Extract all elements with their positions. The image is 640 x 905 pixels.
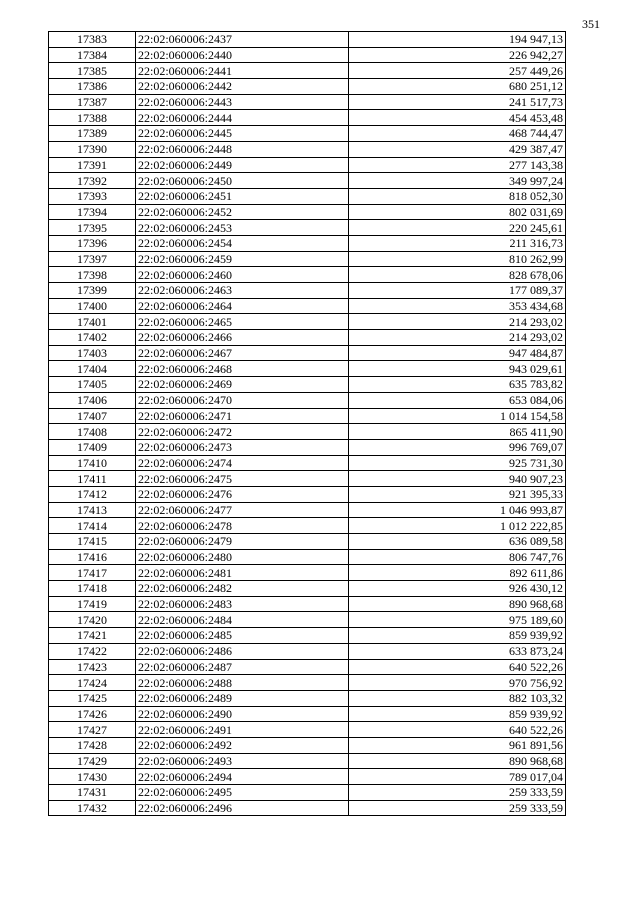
table-row: [49, 518, 566, 534]
row-number-cell: 17392: [49, 173, 136, 189]
cadastral-value-cell: 653 084,06: [349, 392, 566, 408]
cadastral-value-cell: 921 395,33: [349, 486, 566, 502]
cadastral-value-cell: 940 907,23: [349, 471, 566, 487]
cadastral-value-cell: 865 411,90: [349, 424, 566, 440]
row-number-cell: 17395: [49, 220, 136, 236]
table-row: [49, 47, 566, 63]
cadastral-number-cell: 22:02:060006:2465: [136, 314, 349, 330]
cadastral-value-cell: 633 873,24: [349, 643, 566, 659]
cadastral-number-cell: 22:02:060006:2459: [136, 251, 349, 267]
table-row: [49, 769, 566, 785]
cadastral-value-cell: 1 046 993,87: [349, 502, 566, 518]
cadastral-number-cell: 22:02:060006:2486: [136, 643, 349, 659]
cadastral-number-cell: 22:02:060006:2484: [136, 612, 349, 628]
table-row: [49, 486, 566, 502]
cadastral-number-cell: 22:02:060006:2442: [136, 79, 349, 95]
cadastral-number-cell: 22:02:060006:2468: [136, 361, 349, 377]
cadastral-number-cell: 22:02:060006:2496: [136, 800, 349, 816]
cadastral-value-cell: 947 484,87: [349, 345, 566, 361]
cadastral-value-cell: 640 522,26: [349, 659, 566, 675]
cadastral-number-cell: 22:02:060006:2452: [136, 204, 349, 220]
table-row: [49, 408, 566, 424]
cadastral-value-cell: 1 014 154,58: [349, 408, 566, 424]
table-row: [49, 126, 566, 142]
table-row: [49, 612, 566, 628]
cadastral-value-cell: 194 947,13: [349, 32, 566, 48]
table-row: [49, 737, 566, 753]
row-number-cell: 17417: [49, 565, 136, 581]
table-row: [49, 188, 566, 204]
table-row: [49, 596, 566, 612]
cadastral-number-cell: 22:02:060006:2444: [136, 110, 349, 126]
cadastral-number-cell: 22:02:060006:2469: [136, 377, 349, 393]
row-number-cell: 17391: [49, 157, 136, 173]
table-row: [49, 659, 566, 675]
table-row: [49, 220, 566, 236]
row-number-cell: 17401: [49, 314, 136, 330]
table-row: [49, 377, 566, 393]
cadastral-value-cell: 925 731,30: [349, 455, 566, 471]
table-row: [49, 502, 566, 518]
cadastral-value-cell: 810 262,99: [349, 251, 566, 267]
cadastral-number-cell: 22:02:060006:2482: [136, 581, 349, 597]
cadastral-value-cell: 640 522,26: [349, 722, 566, 738]
row-number-cell: 17422: [49, 643, 136, 659]
table-row: [49, 722, 566, 738]
cadastral-number-cell: 22:02:060006:2437: [136, 32, 349, 48]
row-number-cell: 17399: [49, 283, 136, 299]
table-row: [49, 675, 566, 691]
row-number-cell: 17400: [49, 298, 136, 314]
row-number-cell: 17424: [49, 675, 136, 691]
table-row: [49, 298, 566, 314]
cadastral-value-cell: 257 449,26: [349, 63, 566, 79]
cadastral-number-cell: 22:02:060006:2489: [136, 690, 349, 706]
row-number-cell: 17403: [49, 345, 136, 361]
cadastral-number-cell: 22:02:060006:2473: [136, 439, 349, 455]
cadastral-number-cell: 22:02:060006:2443: [136, 94, 349, 110]
cadastral-value-cell: 789 017,04: [349, 769, 566, 785]
cadastral-number-cell: 22:02:060006:2470: [136, 392, 349, 408]
table-row: [49, 267, 566, 283]
row-number-cell: 17406: [49, 392, 136, 408]
page-number: 351: [582, 17, 600, 31]
table-row: [49, 141, 566, 157]
table-row: [49, 330, 566, 346]
cadastral-value-cell: 890 968,68: [349, 753, 566, 769]
row-number-cell: 17386: [49, 79, 136, 95]
cadastral-value-cell: 429 387,47: [349, 141, 566, 157]
cadastral-number-cell: 22:02:060006:2453: [136, 220, 349, 236]
cadastral-number-cell: 22:02:060006:2440: [136, 47, 349, 63]
row-number-cell: 17396: [49, 235, 136, 251]
table-row: [49, 94, 566, 110]
row-number-cell: 17402: [49, 330, 136, 346]
row-number-cell: 17430: [49, 769, 136, 785]
cadastral-value-cell: 859 939,92: [349, 628, 566, 644]
table-row: [49, 549, 566, 565]
row-number-cell: 17397: [49, 251, 136, 267]
cadastral-number-cell: 22:02:060006:2481: [136, 565, 349, 581]
cadastral-number-cell: 22:02:060006:2494: [136, 769, 349, 785]
table-row: [49, 314, 566, 330]
cadastral-number-cell: 22:02:060006:2493: [136, 753, 349, 769]
row-number-cell: 17431: [49, 785, 136, 801]
row-number-cell: 17427: [49, 722, 136, 738]
cadastral-number-cell: 22:02:060006:2450: [136, 173, 349, 189]
cadastral-number-cell: 22:02:060006:2476: [136, 486, 349, 502]
cadastral-value-cell: 890 968,68: [349, 596, 566, 612]
table-row: [49, 643, 566, 659]
table-row: [49, 439, 566, 455]
cadastral-value-cell: 214 293,02: [349, 314, 566, 330]
cadastral-value-cell: 226 942,27: [349, 47, 566, 63]
cadastral-value-cell: 277 143,38: [349, 157, 566, 173]
cadastral-number-cell: 22:02:060006:2472: [136, 424, 349, 440]
row-number-cell: 17421: [49, 628, 136, 644]
row-number-cell: 17411: [49, 471, 136, 487]
table-row: [49, 361, 566, 377]
row-number-cell: 17429: [49, 753, 136, 769]
row-number-cell: 17412: [49, 486, 136, 502]
row-number-cell: 17385: [49, 63, 136, 79]
cadastral-value-cell: 806 747,76: [349, 549, 566, 565]
cadastral-number-cell: 22:02:060006:2448: [136, 141, 349, 157]
row-number-cell: 17407: [49, 408, 136, 424]
row-number-cell: 17414: [49, 518, 136, 534]
table-row: [49, 800, 566, 816]
cadastral-value-cell: 636 089,58: [349, 534, 566, 550]
cadastral-value-cell: 220 245,61: [349, 220, 566, 236]
cadastral-number-cell: 22:02:060006:2445: [136, 126, 349, 142]
cadastral-number-cell: 22:02:060006:2471: [136, 408, 349, 424]
table-row: [49, 392, 566, 408]
cadastral-value-cell: 818 052,30: [349, 188, 566, 204]
cadastral-value-cell: 353 434,68: [349, 298, 566, 314]
cadastral-number-cell: 22:02:060006:2483: [136, 596, 349, 612]
cadastral-value-cell: 892 611,86: [349, 565, 566, 581]
table-row: [49, 235, 566, 251]
cadastral-value-cell: 961 891,56: [349, 737, 566, 753]
cadastral-value-cell: 241 517,73: [349, 94, 566, 110]
cadastral-number-cell: 22:02:060006:2474: [136, 455, 349, 471]
row-number-cell: 17415: [49, 534, 136, 550]
row-number-cell: 17398: [49, 267, 136, 283]
cadastral-number-cell: 22:02:060006:2492: [136, 737, 349, 753]
cadastral-number-cell: 22:02:060006:2478: [136, 518, 349, 534]
table-row: [49, 785, 566, 801]
table-row: [49, 32, 566, 48]
cadastral-value-cell: 635 783,82: [349, 377, 566, 393]
table-row: [49, 204, 566, 220]
row-number-cell: 17418: [49, 581, 136, 597]
cadastral-value-cell: 259 333,59: [349, 785, 566, 801]
row-number-cell: 17390: [49, 141, 136, 157]
table-row: [49, 534, 566, 550]
cadastral-value-cell: 802 031,69: [349, 204, 566, 220]
row-number-cell: 17410: [49, 455, 136, 471]
cadastral-number-cell: 22:02:060006:2460: [136, 267, 349, 283]
cadastral-value-cell: 975 189,60: [349, 612, 566, 628]
row-number-cell: 17383: [49, 32, 136, 48]
row-number-cell: 17416: [49, 549, 136, 565]
cadastral-value-cell: 1 012 222,85: [349, 518, 566, 534]
cadastral-number-cell: 22:02:060006:2454: [136, 235, 349, 251]
cadastral-value-cell: 214 293,02: [349, 330, 566, 346]
row-number-cell: 17428: [49, 737, 136, 753]
table-row: [49, 424, 566, 440]
table-row: [49, 79, 566, 95]
table-row: [49, 251, 566, 267]
cadastral-value-cell: 349 997,24: [349, 173, 566, 189]
cadastral-number-cell: 22:02:060006:2485: [136, 628, 349, 644]
cadastral-value-cell: 454 453,48: [349, 110, 566, 126]
cadastral-value-cell: 211 316,73: [349, 235, 566, 251]
cadastral-value-table: [48, 31, 566, 816]
table-row: [49, 581, 566, 597]
table-row: [49, 753, 566, 769]
table-row: [49, 63, 566, 79]
cadastral-value-cell: 859 939,92: [349, 706, 566, 722]
table-body: [49, 32, 566, 816]
cadastral-number-cell: 22:02:060006:2479: [136, 534, 349, 550]
row-number-cell: 17423: [49, 659, 136, 675]
table-row: [49, 345, 566, 361]
row-number-cell: 17425: [49, 690, 136, 706]
cadastral-number-cell: 22:02:060006:2475: [136, 471, 349, 487]
row-number-cell: 17419: [49, 596, 136, 612]
cadastral-number-cell: 22:02:060006:2441: [136, 63, 349, 79]
cadastral-value-cell: 996 769,07: [349, 439, 566, 455]
cadastral-number-cell: 22:02:060006:2480: [136, 549, 349, 565]
row-number-cell: 17384: [49, 47, 136, 63]
row-number-cell: 17432: [49, 800, 136, 816]
table-row: [49, 565, 566, 581]
row-number-cell: 17420: [49, 612, 136, 628]
cadastral-number-cell: 22:02:060006:2477: [136, 502, 349, 518]
row-number-cell: 17413: [49, 502, 136, 518]
table-row: [49, 283, 566, 299]
cadastral-number-cell: 22:02:060006:2487: [136, 659, 349, 675]
table-row: [49, 706, 566, 722]
table-row: [49, 110, 566, 126]
cadastral-value-cell: 970 756,92: [349, 675, 566, 691]
table-row: [49, 628, 566, 644]
cadastral-value-cell: 828 678,06: [349, 267, 566, 283]
cadastral-number-cell: 22:02:060006:2463: [136, 283, 349, 299]
cadastral-value-cell: 680 251,12: [349, 79, 566, 95]
cadastral-number-cell: 22:02:060006:2449: [136, 157, 349, 173]
row-number-cell: 17404: [49, 361, 136, 377]
cadastral-number-cell: 22:02:060006:2490: [136, 706, 349, 722]
cadastral-number-cell: 22:02:060006:2464: [136, 298, 349, 314]
row-number-cell: 17387: [49, 94, 136, 110]
cadastral-value-cell: 468 744,47: [349, 126, 566, 142]
cadastral-value-cell: 926 430,12: [349, 581, 566, 597]
cadastral-number-cell: 22:02:060006:2467: [136, 345, 349, 361]
cadastral-value-cell: 943 029,61: [349, 361, 566, 377]
row-number-cell: 17405: [49, 377, 136, 393]
row-number-cell: 17409: [49, 439, 136, 455]
cadastral-number-cell: 22:02:060006:2491: [136, 722, 349, 738]
row-number-cell: 17393: [49, 188, 136, 204]
row-number-cell: 17394: [49, 204, 136, 220]
row-number-cell: 17389: [49, 126, 136, 142]
row-number-cell: 17426: [49, 706, 136, 722]
cadastral-number-cell: 22:02:060006:2466: [136, 330, 349, 346]
table-row: [49, 455, 566, 471]
cadastral-value-cell: 882 103,32: [349, 690, 566, 706]
table-row: [49, 471, 566, 487]
cadastral-value-cell: 177 089,37: [349, 283, 566, 299]
cadastral-number-cell: 22:02:060006:2488: [136, 675, 349, 691]
table-row: [49, 157, 566, 173]
table-row: [49, 173, 566, 189]
cadastral-number-cell: 22:02:060006:2451: [136, 188, 349, 204]
cadastral-value-cell: 259 333,59: [349, 800, 566, 816]
table-row: [49, 690, 566, 706]
row-number-cell: 17388: [49, 110, 136, 126]
row-number-cell: 17408: [49, 424, 136, 440]
cadastral-number-cell: 22:02:060006:2495: [136, 785, 349, 801]
